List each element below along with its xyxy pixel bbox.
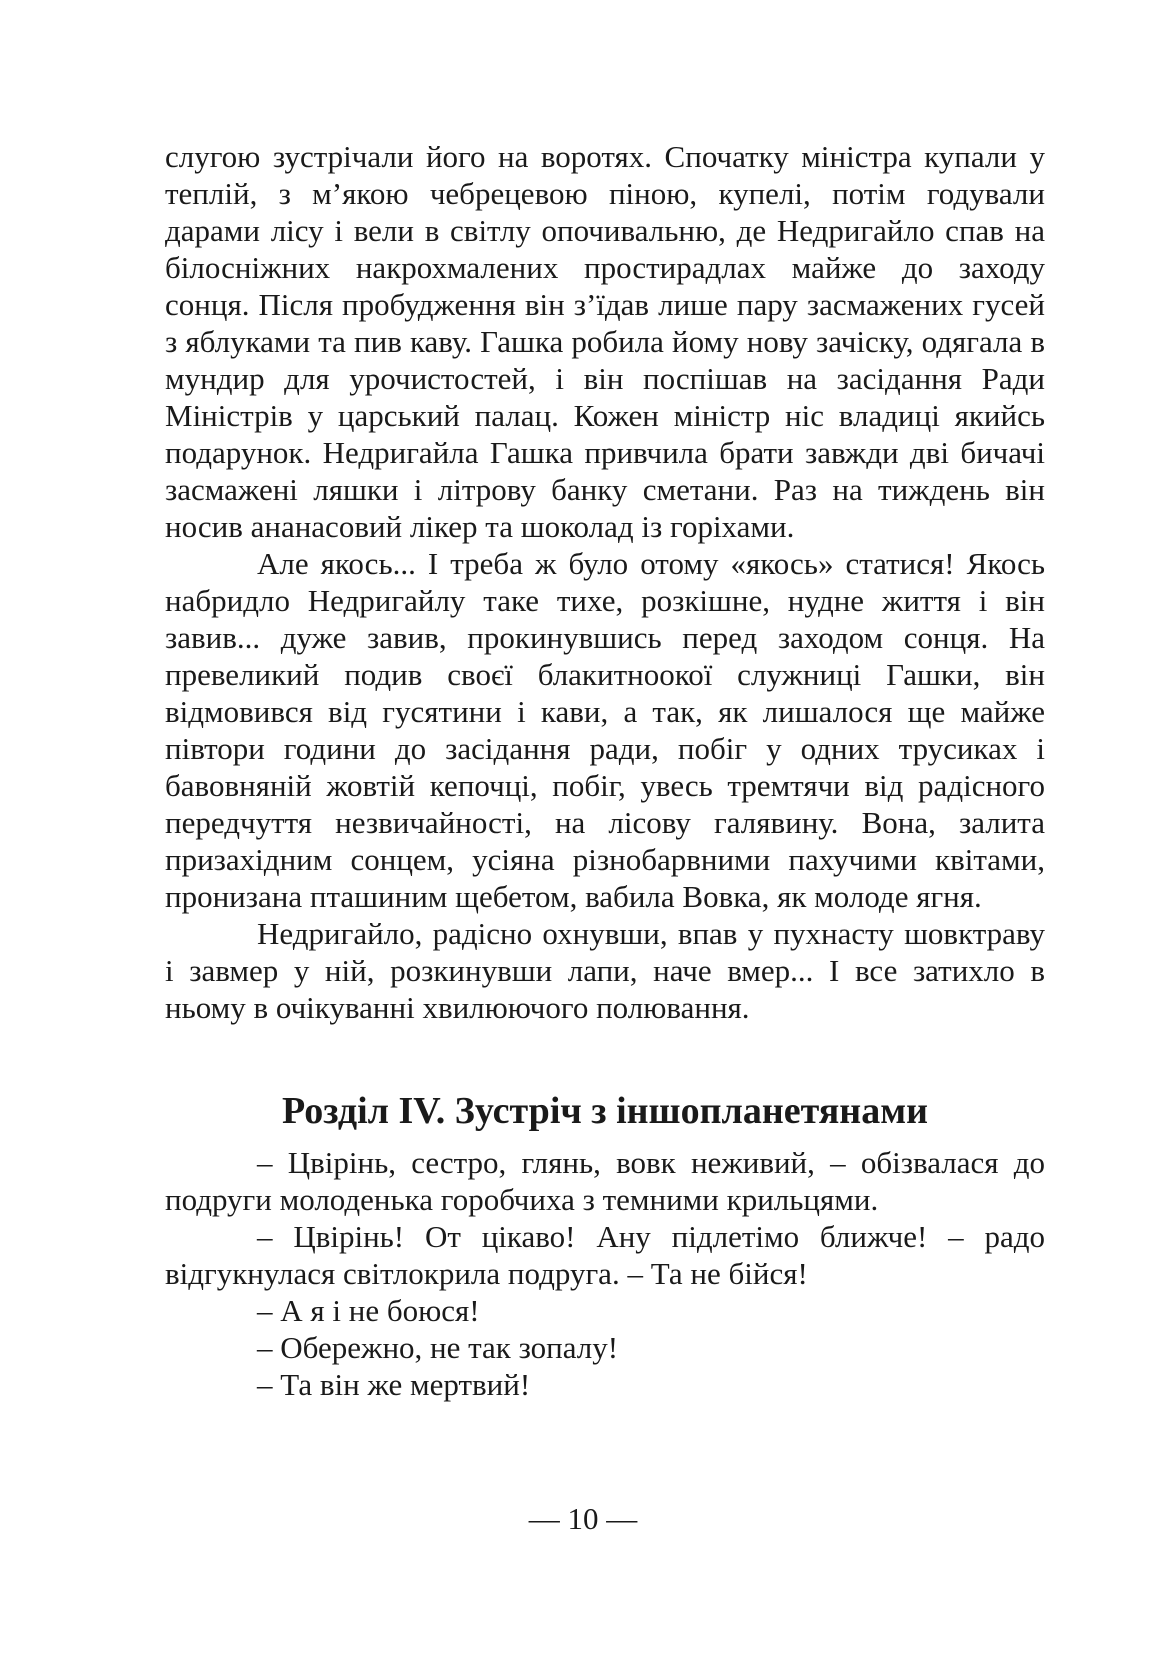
chapter-title: Розділ IV. Зустріч з іншопланетянами <box>282 1090 928 1132</box>
dialogue-line: – Та він же мертвий! <box>257 1367 531 1402</box>
paragraph: Недригайло, радісно охнувши, впав у пухнасту шовктраву і завмер у ній, розкинувши лапи, наче вмер... І все затихло в ньому в очікуванні хвилюючого полювання. <box>165 916 1045 1025</box>
paragraph: слугою зустрічали його на воротях. Спочатку міністра купали у теплій, з м’якою чебрецевою піною, купелі, потім годували дарами лісу і вели в світлу опочивальню, де Недригайло спав на білосніжних накрохмалених простирадлах майже до заходу сонця. Після пробудження він з’їдав лише пару засмажених гусей з яблуками та пив каву. Гашка робила йому нову зачіску, одягала в мундир для урочистостей, і він поспішав на засідання Ради Міністрів у царський палац. Кожен міністр ніс владиці якийсь подарунок. Недригайла Гашка привчила брати завжди дві бичачі засмажені ляшки і літрову банку сметани. Раз на тиждень він носив ананасовий лікер та шоколад із горіхами. <box>165 139 1045 544</box>
page-number: — 10 — <box>528 1501 638 1536</box>
dialogue-line: – Обережно, не так зопалу! <box>257 1330 619 1365</box>
dialogue-line: – А я і не боюся! <box>257 1293 480 1328</box>
dialogue-line: – Цвірінь, сестро, глянь, вовк неживий, – обізвалася до подруги молоденька горобчиха з темними крильцями. <box>165 1145 1045 1217</box>
page-body <box>165 138 1045 1403</box>
paragraph: Але якось... І треба ж було отому «якось» статися! Якось набридло Недригайлу таке тихе, розкішне, нудне життя і він завив... дуже завив, прокинувшись перед заходом сонця. На превеликий подив своєї блакитноокої служниці Гашки, він відмовився від гусятини і кави, а так, як лишалося ще майже півтори години до засідання ради, побіг у одних трусиках і бавовняній жовтій кепочці, побіг, увесь тремтячи від радісного передчуття незвичайності, на лісову галявину. Вона, залита призахідним сонцем, усіяна різнобарвними пахучими квітами, пронизана пташиним щебетом, вабила Вовка, як молоде ягня. <box>165 546 1045 914</box>
dialogue-line: – Цвірінь! От цікаво! Ану підлетімо ближче! – радо відгукнулася світлокрила подруга. – Та не бійся! <box>165 1219 1045 1291</box>
